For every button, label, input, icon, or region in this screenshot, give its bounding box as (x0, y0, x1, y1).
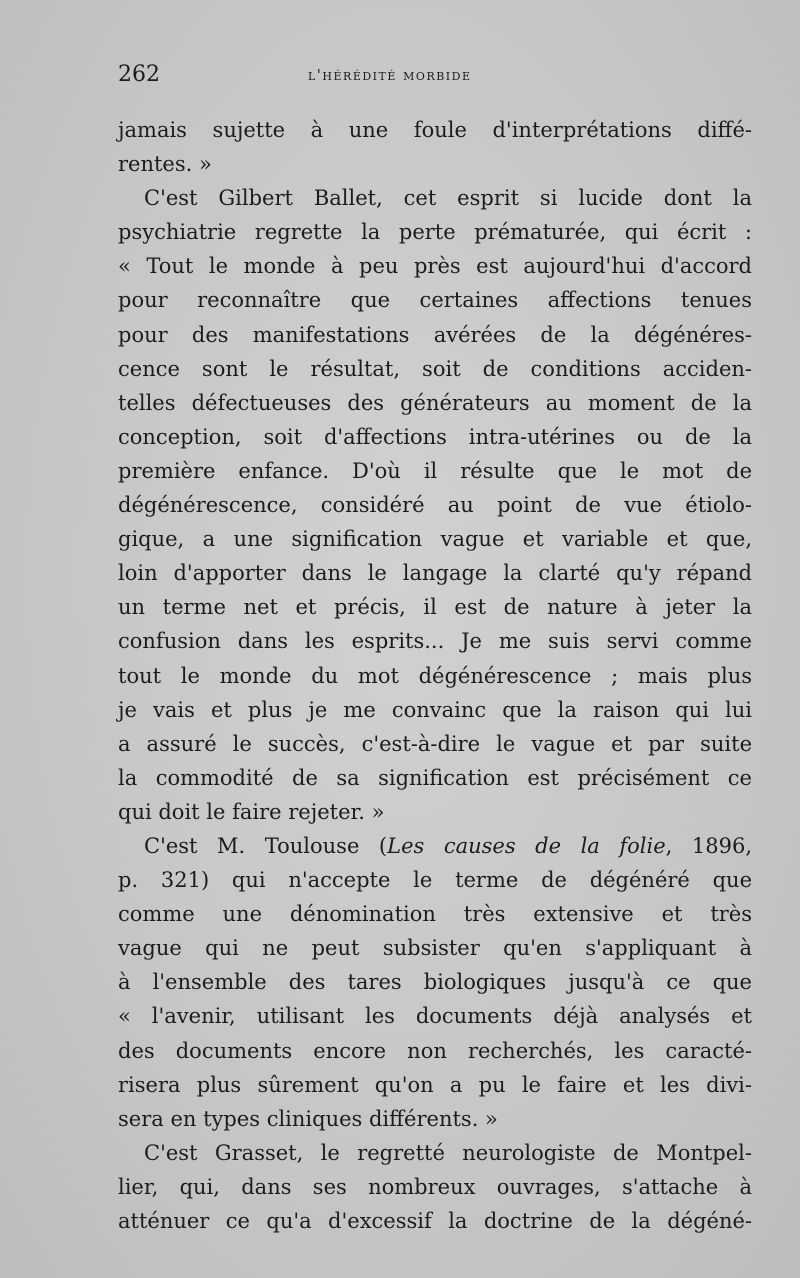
body-text (118, 113, 752, 1238)
text-line: des documents encore non recherchés, les caracté- (118, 1038, 752, 1063)
text-line: sera en types cliniques différents. » (118, 1106, 498, 1131)
text-line: pour reconnaître que certaines affections tenues (118, 288, 752, 313)
text-line: C'est Gilbert Ballet, cet esprit si lucide dont la (144, 186, 752, 211)
book-title: Les causes de la folie (387, 833, 666, 858)
text-line: loin d'apporter dans le langage la clarté qu'y répand (118, 561, 752, 586)
text-line: gique, a une signification vague et variable et que, (118, 527, 752, 552)
text-line: à l'ensemble des tares biologiques jusqu'à ce que (118, 970, 752, 995)
text-line: « l'avenir, utilisant les documents déjà analysés et (118, 1004, 752, 1029)
page-number: 262 (118, 62, 160, 87)
text-line: lier, qui, dans ses nombreux ouvrages, s'attache à (118, 1174, 752, 1199)
text-line: atténuer ce qu'a d'excessif la doctrine de la dégéné- (118, 1209, 752, 1233)
text-line: la commodité de sa signification est précisément ce (118, 765, 752, 790)
text-line: un terme net et précis, il est de nature à jeter la (118, 595, 752, 620)
page-header (118, 62, 752, 92)
text-line: confusion dans les esprits... Je me suis servi comme (118, 629, 752, 654)
running-title: l'hérédité morbide (308, 66, 472, 84)
text-line: rentes. » (118, 152, 212, 177)
text-line: première enfance. D'où il résulte que le mot de (118, 458, 752, 483)
text-line: psychiatrie regrette la perte prématurée, qui écrit : (118, 220, 752, 245)
text-line: dégénérescence, considéré au point de vue étiolo- (118, 493, 752, 518)
text-line: a assuré le succès, c'est-à-dire le vague et par suite (118, 731, 752, 756)
text-line: cence sont le résultat, soit de conditions acciden- (118, 356, 752, 381)
text-line: qui doit le faire rejeter. » (118, 799, 385, 824)
text-line: C'est Grasset, le regretté neurologiste de Montpel- (144, 1140, 752, 1165)
text-line: je vais et plus je me convainc que la raison qui lui (118, 697, 752, 722)
text-line: tout le monde du mot dégénérescence ; mais plus (118, 663, 752, 688)
text-line: telles défectueuses des générateurs au moment de la (118, 390, 752, 415)
text-line: p. 321) qui n'accepte le terme de dégénéré que (118, 868, 752, 893)
text-line: « Tout le monde à peu près est aujourd'hui d'accord (118, 254, 752, 279)
text-line: C'est M. Toulouse (Les causes de la folie, 1896, (144, 833, 752, 858)
text-line: comme une dénomination très extensive et très (118, 902, 752, 927)
text-line: conception, soit d'affections intra-utérines ou de la (118, 424, 752, 449)
text-line: risera plus sûrement qu'on a pu le faire et les divi- (118, 1072, 752, 1097)
text-line: jamais sujette à une foule d'interprétations diffé- (118, 118, 752, 142)
text-line: pour des manifestations avérées de la dégénéres- (118, 322, 752, 347)
text-line: vague qui ne peut subsister qu'en s'appliquant à (118, 936, 752, 961)
